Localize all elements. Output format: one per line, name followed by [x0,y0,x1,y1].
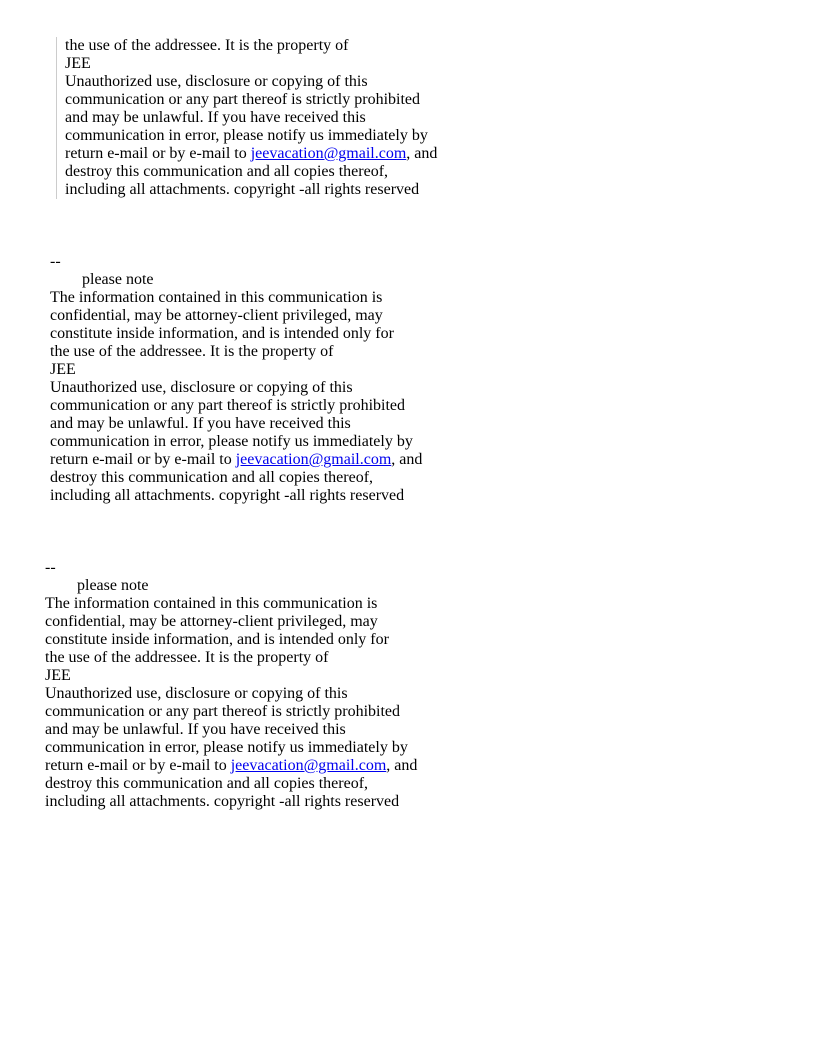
email-line-prefix: return e-mail or by e-mail to [50,451,236,468]
disclaimer-line: destroy this communication and all copies thereof, [65,163,389,180]
disclaimer-line: JEE [65,55,91,72]
disclaimer-line: communication in error, please notify us immediately by [45,739,408,756]
signature-disclaimer [45,559,417,811]
disclaimer-line: communication in error, please notify us immediately by [50,433,413,450]
disclaimer-email-line [50,451,422,469]
disclaimer-line: destroy this communication and all copies thereof, [50,469,374,486]
disclaimer-email-line [45,757,417,775]
email-line-suffix: , and [391,451,423,468]
disclaimer-line: including all attachments. copyright -all rights reserved [65,181,420,198]
disclaimer-line: the use of the addressee. It is the property of [45,649,329,666]
signature-separator: -- [45,559,56,576]
email-line-suffix: , and [406,145,438,162]
disclaimer-line: communication in error, please notify us immediately by [65,127,428,144]
disclaimer-line: constitute inside information, and is intended only for [45,631,389,648]
disclaimer-line: and may be unlawful. If you have received this [65,109,366,126]
disclaimer-line: The information contained in this communication is [50,289,383,306]
disclaimer-line: communication or any part thereof is strictly prohibited [65,91,421,108]
disclaimer-line: the use of the addressee. It is the property of [50,343,334,360]
please-note-heading: please note [82,271,154,288]
disclaimer-line: Unauthorized use, disclosure or copying of this [45,685,348,702]
email-link[interactable]: jeevacation@gmail.com [230,757,387,774]
email-line-suffix: , and [386,757,418,774]
email-link[interactable]: jeevacation@gmail.com [235,451,392,468]
disclaimer-line: constitute inside information, and is intended only for [50,325,394,342]
email-line-prefix: return e-mail or by e-mail to [65,145,251,162]
disclaimer-line: and may be unlawful. If you have received this [45,721,346,738]
disclaimer-line: Unauthorized use, disclosure or copying of this [65,73,368,90]
email-link[interactable]: jeevacation@gmail.com [250,145,407,162]
signature-separator: -- [50,253,61,270]
email-line-prefix: return e-mail or by e-mail to [45,757,231,774]
disclaimer-line: JEE [50,361,76,378]
disclaimer-line: JEE [45,667,71,684]
disclaimer-email-line [65,145,437,163]
disclaimer-line: confidential, may be attorney-client privileged, may [45,613,378,630]
disclaimer-line: including all attachments. copyright -all rights reserved [45,793,400,810]
quoted-disclaimer [56,37,437,199]
disclaimer-line: destroy this communication and all copies thereof, [45,775,369,792]
disclaimer-line: confidential, may be attorney-client privileged, may [50,307,383,324]
disclaimer-line: communication or any part thereof is strictly prohibited [45,703,401,720]
disclaimer-line: The information contained in this communication is [45,595,378,612]
disclaimer-line: the use of the addressee. It is the property of [65,37,349,54]
disclaimer-line: and may be unlawful. If you have received this [50,415,351,432]
signature-disclaimer [50,253,422,505]
please-note-heading: please note [77,577,149,594]
disclaimer-line: communication or any part thereof is strictly prohibited [50,397,406,414]
disclaimer-line: including all attachments. copyright -all rights reserved [50,487,405,504]
disclaimer-line: Unauthorized use, disclosure or copying of this [50,379,353,396]
